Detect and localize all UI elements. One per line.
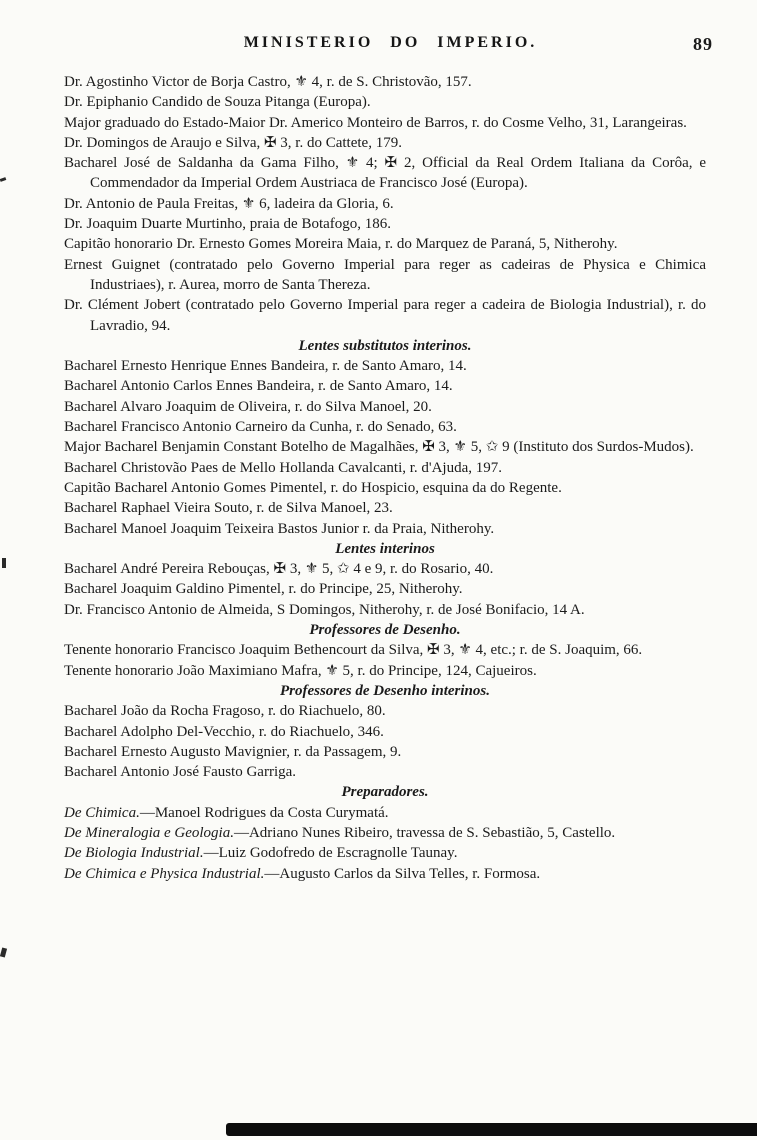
entry-rest: —Luiz Godofredo de Escragnolle Taunay. xyxy=(203,845,458,862)
section-heading: Preparadores. xyxy=(341,784,429,801)
list-item: Bacharel Ernesto Augusto Mavignier, r. da Passagem, 9. xyxy=(64,743,402,760)
list-item: Bacharel Antonio Carlos Ennes Bandeira, r. de Santo Amaro, 14. xyxy=(64,378,453,395)
list-item: Bacharel Joaquim Galdino Pimentel, r. do Principe, 25, Nitherohy. xyxy=(64,581,463,598)
list-item: Bacharel Adolpho Del-Vecchio, r. do Riachuelo, 346. xyxy=(64,723,384,740)
entry-rest: —Augusto Carlos da Silva Telles, r. Formosa. xyxy=(264,865,541,882)
list-item: Bacharel Manoel Joaquim Teixeira Bastos Junior r. da Praia, Nitherohy. xyxy=(64,520,495,537)
list-item: Capitão honorario Dr. Ernesto Gomes Moreira Maia, r. do Marquez de Paraná, 5, Nitherohy. xyxy=(64,236,618,253)
section-heading: Lentes substitutos interinos. xyxy=(298,337,472,354)
page-number: 89 xyxy=(693,34,713,54)
list-item: Bacharel Francisco Antonio Carneiro da Cunha, r. do Senado, 63. xyxy=(64,419,457,436)
list-item: Major Bacharel Benjamin Constant Botelho de Magalhães, ✠ 3, ⚜ 5, ✩ 9 (Instituto dos Surdos-Mudos). xyxy=(64,439,694,456)
section-heading: Lentes interinos xyxy=(335,540,435,557)
list-item: Bacharel Ernesto Henrique Ennes Bandeira, r. de Santo Amaro, 14. xyxy=(64,358,467,375)
page-content xyxy=(64,72,706,884)
list-item: Dr. Clément Jobert (contratado pelo Governo Imperial para reger a cadeira de Biologia Industrial), r. do Lavradio, 94. xyxy=(64,297,706,334)
entry-lead: De Chimica e Physica Industrial. xyxy=(64,865,265,882)
list-item: Tenente honorario João Maximiano Mafra, ⚜ 5, r. do Principe, 124, Cajueiros. xyxy=(64,662,537,679)
list-item xyxy=(64,803,706,823)
entry-lead: De Chimica. xyxy=(64,804,140,821)
scan-artifact xyxy=(2,558,6,568)
list-item: Bacharel José de Saldanha da Gama Filho, ⚜ 4; ✠ 2, Official da Real Ordem Italiana da Corôa, e Commendador da Imperial Ordem Austriaca de Francisco José (Europa). xyxy=(64,155,706,192)
entry-rest: —Manoel Rodrigues da Costa Curymatá. xyxy=(139,804,389,821)
section-heading: Professores de Desenho. xyxy=(309,622,461,639)
list-item: Capitão Bacharel Antonio Gomes Pimentel, r. do Hospicio, esquina da do Regente. xyxy=(64,479,562,496)
list-item: Dr. Agostinho Victor de Borja Castro, ⚜ 4, r. de S. Christovão, 157. xyxy=(64,74,472,90)
list-item: Ernest Guignet (contratado pelo Governo Imperial para reger as cadeiras de Physica e Chimica Industriaes), r. Aurea, morro de Santa Thereza. xyxy=(64,256,706,293)
entry-lead: De Mineralogia e Geologia. xyxy=(64,824,234,841)
list-item: Dr. Domingos de Araujo e Silva, ✠ 3, r. do Cattete, 179. xyxy=(64,134,402,151)
entry-rest: —Adriano Nunes Ribeiro, travessa de S. Sebastião, 5, Castello. xyxy=(233,824,616,841)
scan-artifact-bottom-bar xyxy=(226,1123,757,1136)
list-item: Dr. Joaquim Duarte Murtinho, praia de Botafogo, 186. xyxy=(64,216,392,233)
list-item: Bacharel André Pereira Rebouças, ✠ 3, ⚜ 5, ✩ 4 e 9, r. do Rosario, 40. xyxy=(64,561,494,578)
page-header xyxy=(64,34,717,58)
list-item: Bacharel João da Rocha Fragoso, r. do Riachuelo, 80. xyxy=(64,703,386,720)
scan-artifact xyxy=(0,177,6,182)
entry-lead: De Biologia Industrial. xyxy=(64,845,204,862)
list-item: Bacharel Antonio José Fausto Garriga. xyxy=(64,764,297,781)
section-heading: Professores de Desenho interinos. xyxy=(279,682,490,699)
list-item: Bacharel Christovão Paes de Mello Hollanda Cavalcanti, r. d'Ajuda, 197. xyxy=(64,459,503,476)
list-item xyxy=(64,823,706,843)
list-item: Tenente honorario Francisco Joaquim Bethencourt da Silva, ✠ 3, ⚜ 4, etc.; r. de S. Joaquim, 66. xyxy=(64,642,643,659)
page-header-title: MINISTERIO DO IMPERIO. xyxy=(243,34,538,51)
scan-artifact xyxy=(0,948,7,958)
list-item: Bacharel Alvaro Joaquim de Oliveira, r. do Silva Manoel, 20. xyxy=(64,398,432,415)
list-item: Bacharel Raphael Vieira Souto, r. de Silva Manoel, 23. xyxy=(64,500,393,517)
list-item: Dr. Francisco Antonio de Almeida, S Domingos, Nitherohy, r. de José Bonifacio, 14 A. xyxy=(64,601,585,618)
list-item: Dr. Epiphanio Candido de Souza Pitanga (Europa). xyxy=(64,94,371,111)
list-item: Major graduado do Estado-Maior Dr. Americo Monteiro de Barros, r. do Cosme Velho, 31, Larangeiras. xyxy=(64,114,687,131)
list-item xyxy=(64,843,706,863)
list-item: Dr. Antonio de Paula Freitas, ⚜ 6, ladeira da Gloria, 6. xyxy=(64,195,394,212)
list-item xyxy=(64,864,706,884)
